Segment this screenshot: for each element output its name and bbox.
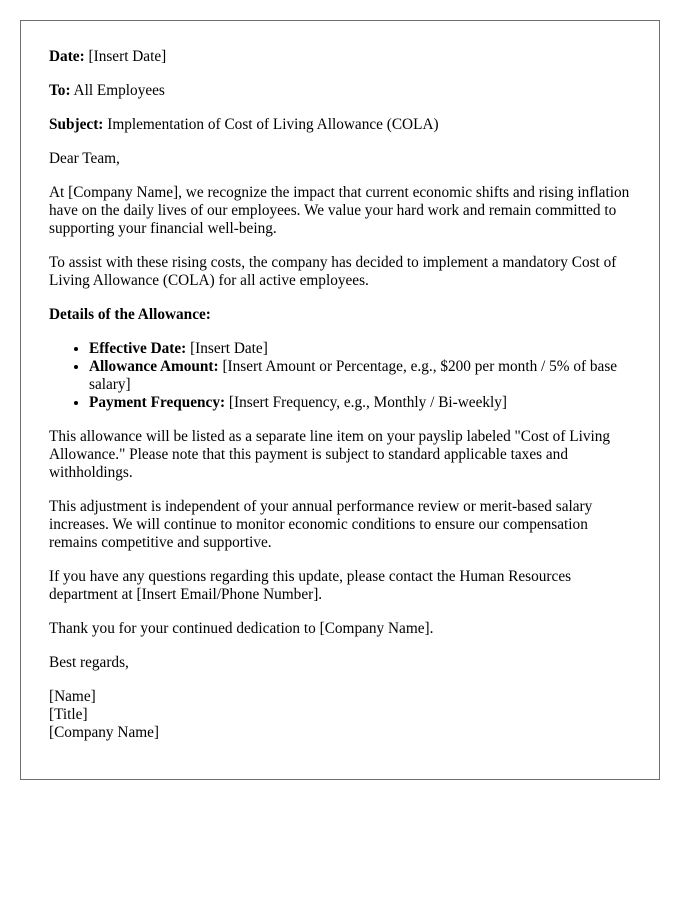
recipient-label: To: <box>49 82 71 99</box>
closing: Best regards, <box>49 654 129 671</box>
detail-item-payment-frequency <box>89 394 631 412</box>
detail-value: [Insert Amount or Percentage, e.g., $200 per month / 5% of base salary] <box>89 358 618 393</box>
detail-value: [Insert Date] <box>190 340 268 357</box>
payslip-paragraph: This allowance will be listed as a separate line item on your payslip labeled "Cost of Living Allowance." Please note that this payment is subject to standard applicable taxes and withholdings. <box>49 428 611 481</box>
signature-company: [Company Name] <box>49 724 160 741</box>
signature-block <box>49 688 631 742</box>
signature-title: [Title] <box>49 706 88 723</box>
detail-label: Payment Frequency: <box>89 394 226 411</box>
subject-value: Implementation of Cost of Living Allowance (COLA) <box>107 116 439 133</box>
detail-label: Effective Date: <box>89 340 187 357</box>
announcement-paragraph: To assist with these rising costs, the company has decided to implement a mandatory Cost of Living Allowance (COLA) for all active employees. <box>49 254 617 289</box>
adjustment-paragraph: This adjustment is independent of your annual performance review or merit-based salary increases. We will continue to monitor economic conditions to ensure our compensation remains competitive and supportive. <box>49 498 593 551</box>
details-list <box>49 340 631 412</box>
details-heading <box>49 306 631 324</box>
detail-label: Allowance Amount: <box>89 358 219 375</box>
intro-paragraph: At [Company Name], we recognize the impact that current economic shifts and rising inflation have on the daily lives of our employees. We value your hard work and remain committed to supporting your financial well-being. <box>49 184 630 237</box>
recipient-value: All Employees <box>73 82 165 99</box>
date-value: [Insert Date] <box>88 48 167 65</box>
thanks-paragraph: Thank you for your continued dedication to [Company Name]. <box>49 620 434 637</box>
date-label: Date: <box>49 48 85 65</box>
date-line <box>49 48 631 66</box>
details-heading-text: Details of the Allowance: <box>49 306 211 323</box>
subject-label: Subject: <box>49 116 104 133</box>
letter-document <box>20 20 660 780</box>
recipient-line <box>49 82 631 100</box>
signature-name: [Name] <box>49 688 96 705</box>
detail-value: [Insert Frequency, e.g., Monthly / Bi-weekly] <box>228 394 508 411</box>
contact-paragraph: If you have any questions regarding this update, please contact the Human Resources department at [Insert Email/Phone Number]. <box>49 568 572 603</box>
detail-item-effective-date <box>89 340 631 358</box>
greeting: Dear Team, <box>49 150 120 167</box>
detail-item-allowance-amount <box>89 358 631 394</box>
subject-line <box>49 116 631 134</box>
